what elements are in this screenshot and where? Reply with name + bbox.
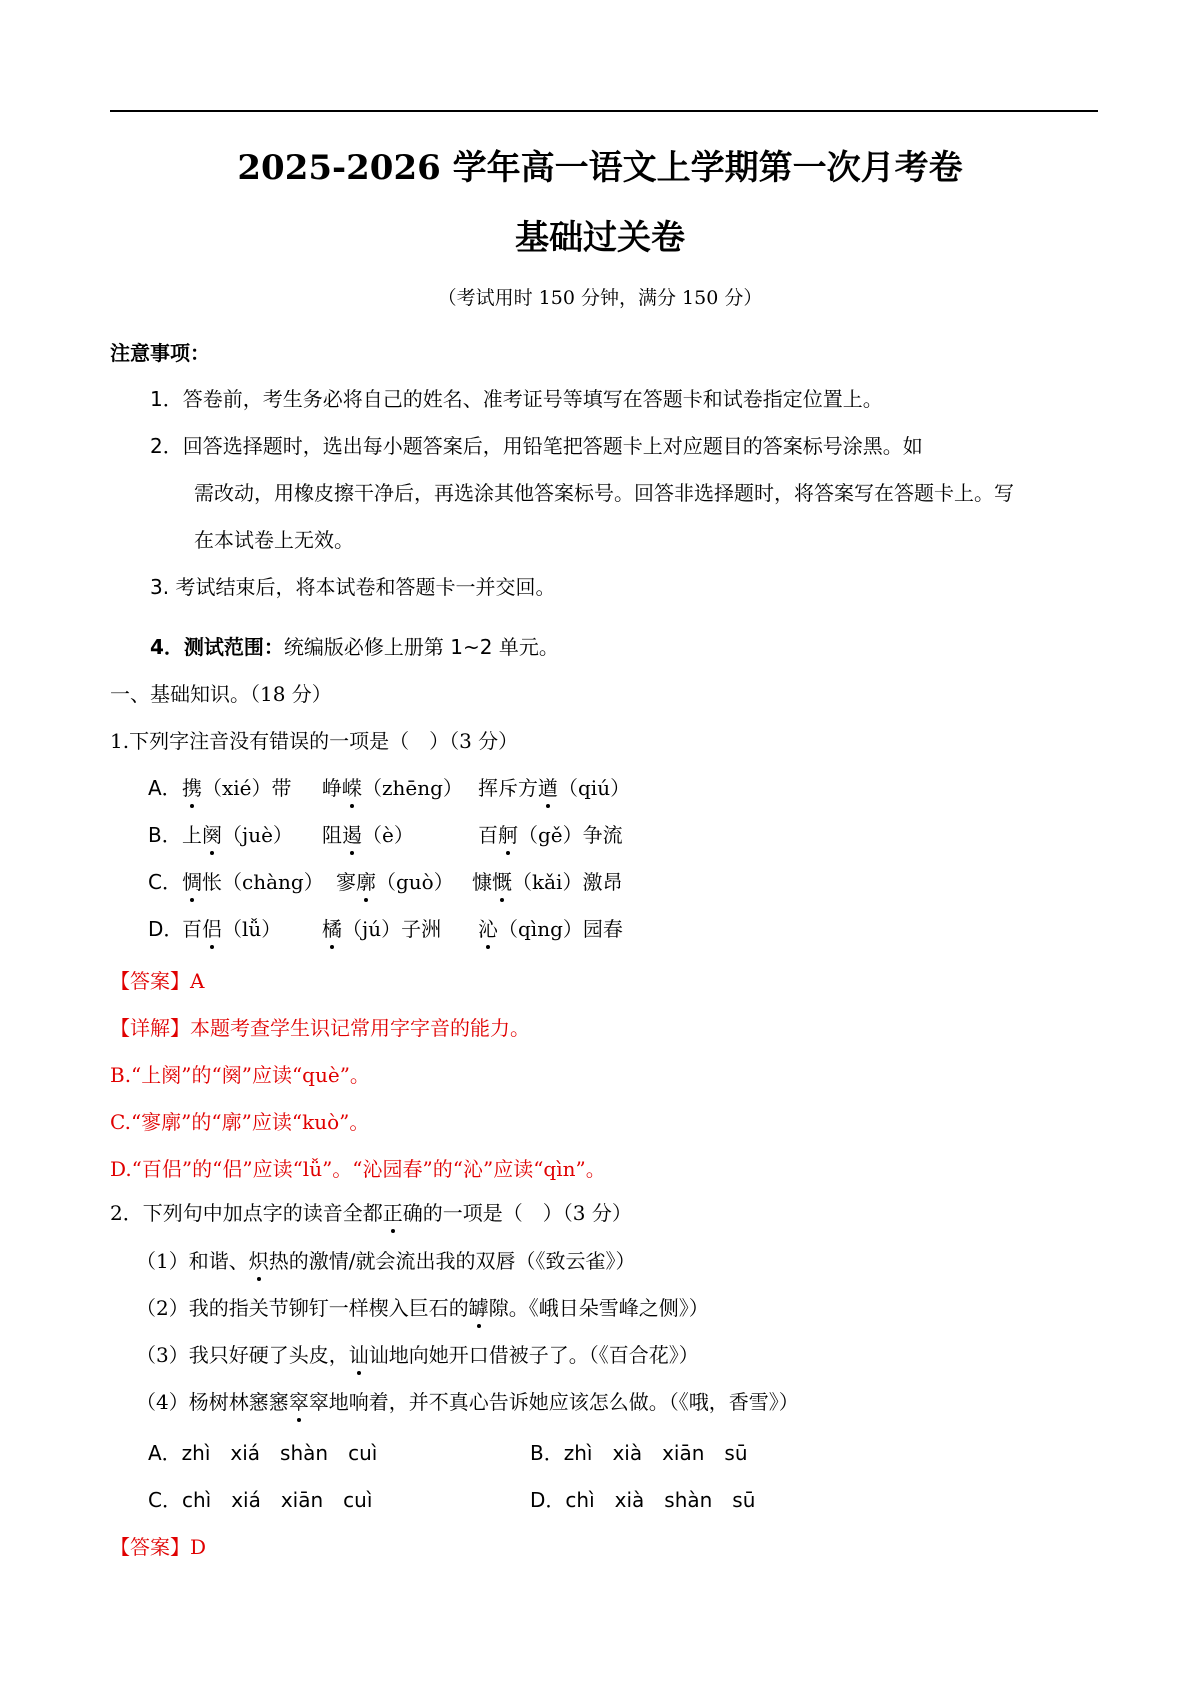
q1-note-d: D.“百侣”的“侣”应读“lǚ”。“沁园春”的“沁”应读“qìn”。	[110, 1157, 606, 1181]
q1-explanation-label: 【详解】	[110, 1016, 190, 1040]
q1-option-b-word-2: 阻遏（è）	[322, 820, 414, 850]
q1-stem: 1.下列字注音没有错误的一项是（ ）（3 分）	[110, 729, 519, 753]
q1-option-c-label: C．	[148, 870, 182, 894]
q1-note-c: C.“寥廓”的“廓”应读“kuò”。	[110, 1110, 370, 1134]
q2-sentence-4: （4）杨树林窸窸窣窣地响着，并不真心告诉她应该怎么做。（《哦，香雪》）	[136, 1387, 799, 1417]
q1-option-d-label: D．	[148, 917, 184, 941]
q1-option-d-word-2: 橘（jú）子洲	[322, 914, 441, 944]
q1-answer-value: A	[190, 969, 205, 993]
q1-option-c-word-1: 惆怅（chàng）	[182, 867, 324, 897]
q1-explanation	[110, 1013, 530, 1043]
q1-answer	[110, 966, 204, 996]
q1-option-a-label: A．	[148, 776, 182, 800]
section-1-heading: 一、基础知识。（18 分）	[110, 682, 332, 706]
exam-title: 2025-2026 学年高一语文上学期第一次月考卷	[237, 148, 963, 188]
q1-option-b-word-3: 百舸（gě）争流	[478, 820, 623, 850]
notes-item-2-line-1: 2．回答选择题时，选出每小题答案后，用铅笔把答题卡上对应题目的答案标号涂黑。如	[150, 434, 923, 458]
q2-stem: 2．下列句中加点字的读音全都正确的一项是（ ）（3 分）	[110, 1198, 632, 1228]
notes-item-3: 3. 考试结束后，将本试卷和答题卡一并交回。	[150, 575, 556, 599]
q1-option-b-word-1: 上阕（juè）	[182, 820, 293, 850]
q1-option-c-word-3: 慷慨（kǎi）激昂	[472, 867, 622, 897]
notes-heading: 注意事项：	[110, 341, 210, 365]
q2-option-a: A．zhì xiá shàn cuì	[148, 1441, 378, 1465]
q1-option-a-word-3: 挥斥方遒（qiú）	[478, 773, 630, 803]
q1-option-c-word-2: 寥廓（guò）	[336, 867, 454, 897]
q1-option-d-word-1: 百侣（lǚ）	[182, 914, 281, 944]
q1-option-b-label: B．	[148, 823, 182, 847]
q2-answer-label: 【答案】	[110, 1535, 190, 1559]
exam-subtitle: 基础过关卷	[515, 218, 685, 258]
header-rule	[110, 110, 1098, 112]
q1-option-a-word-1: 携（xié）带	[182, 773, 292, 803]
q2-sentence-2: （2）我的指关节铆钉一样楔入巨石的罅隙。《峨日朵雪峰之侧》）	[136, 1293, 709, 1323]
notes-item-4-text: 统编版必修上册第 1~2 单元。	[283, 635, 559, 659]
q1-note-b: B.“上阕”的“阕”应读“què”。	[110, 1063, 370, 1087]
q2-sentence-1: （1）和谐、炽热的激情/就会流出我的双唇（《致云雀》）	[136, 1246, 635, 1276]
notes-item-4	[150, 632, 559, 662]
notes-item-2-line-2: 需改动，用橡皮擦干净后，再选涂其他答案标号。回答非选择题时，将答案写在答题卡上。写	[194, 481, 1014, 505]
q1-answer-label: 【答案】	[110, 969, 190, 993]
notes-item-4-label: 4．测试范围：	[150, 635, 284, 659]
q2-answer-value: D	[190, 1535, 207, 1559]
q1-option-a-word-2: 峥嵘（zhēng）	[322, 773, 463, 803]
q2-option-b: B．zhì xià xiān sū	[530, 1441, 748, 1465]
notes-item-2-line-3: 在本试卷上无效。	[194, 528, 354, 552]
notes-item-1: 1．答卷前，考生务必将自己的姓名、准考证号等填写在答题卡和试卷指定位置上。	[150, 387, 883, 411]
exam-info: （考试用时 150 分钟，满分 150 分）	[437, 287, 763, 309]
q2-sentence-3: （3）我只好硬了头皮，讪讪地向她开口借被子了。（《百合花》）	[136, 1340, 699, 1370]
q2-answer	[110, 1532, 206, 1562]
q2-option-d: D．chì xià shàn sū	[530, 1488, 756, 1512]
q1-option-d-word-3: 沁（qìng）园春	[478, 914, 623, 944]
q1-explanation-text: 本题考查学生识记常用字字音的能力。	[190, 1016, 530, 1040]
q2-option-c: C．chì xiá xiān cuì	[148, 1488, 373, 1512]
